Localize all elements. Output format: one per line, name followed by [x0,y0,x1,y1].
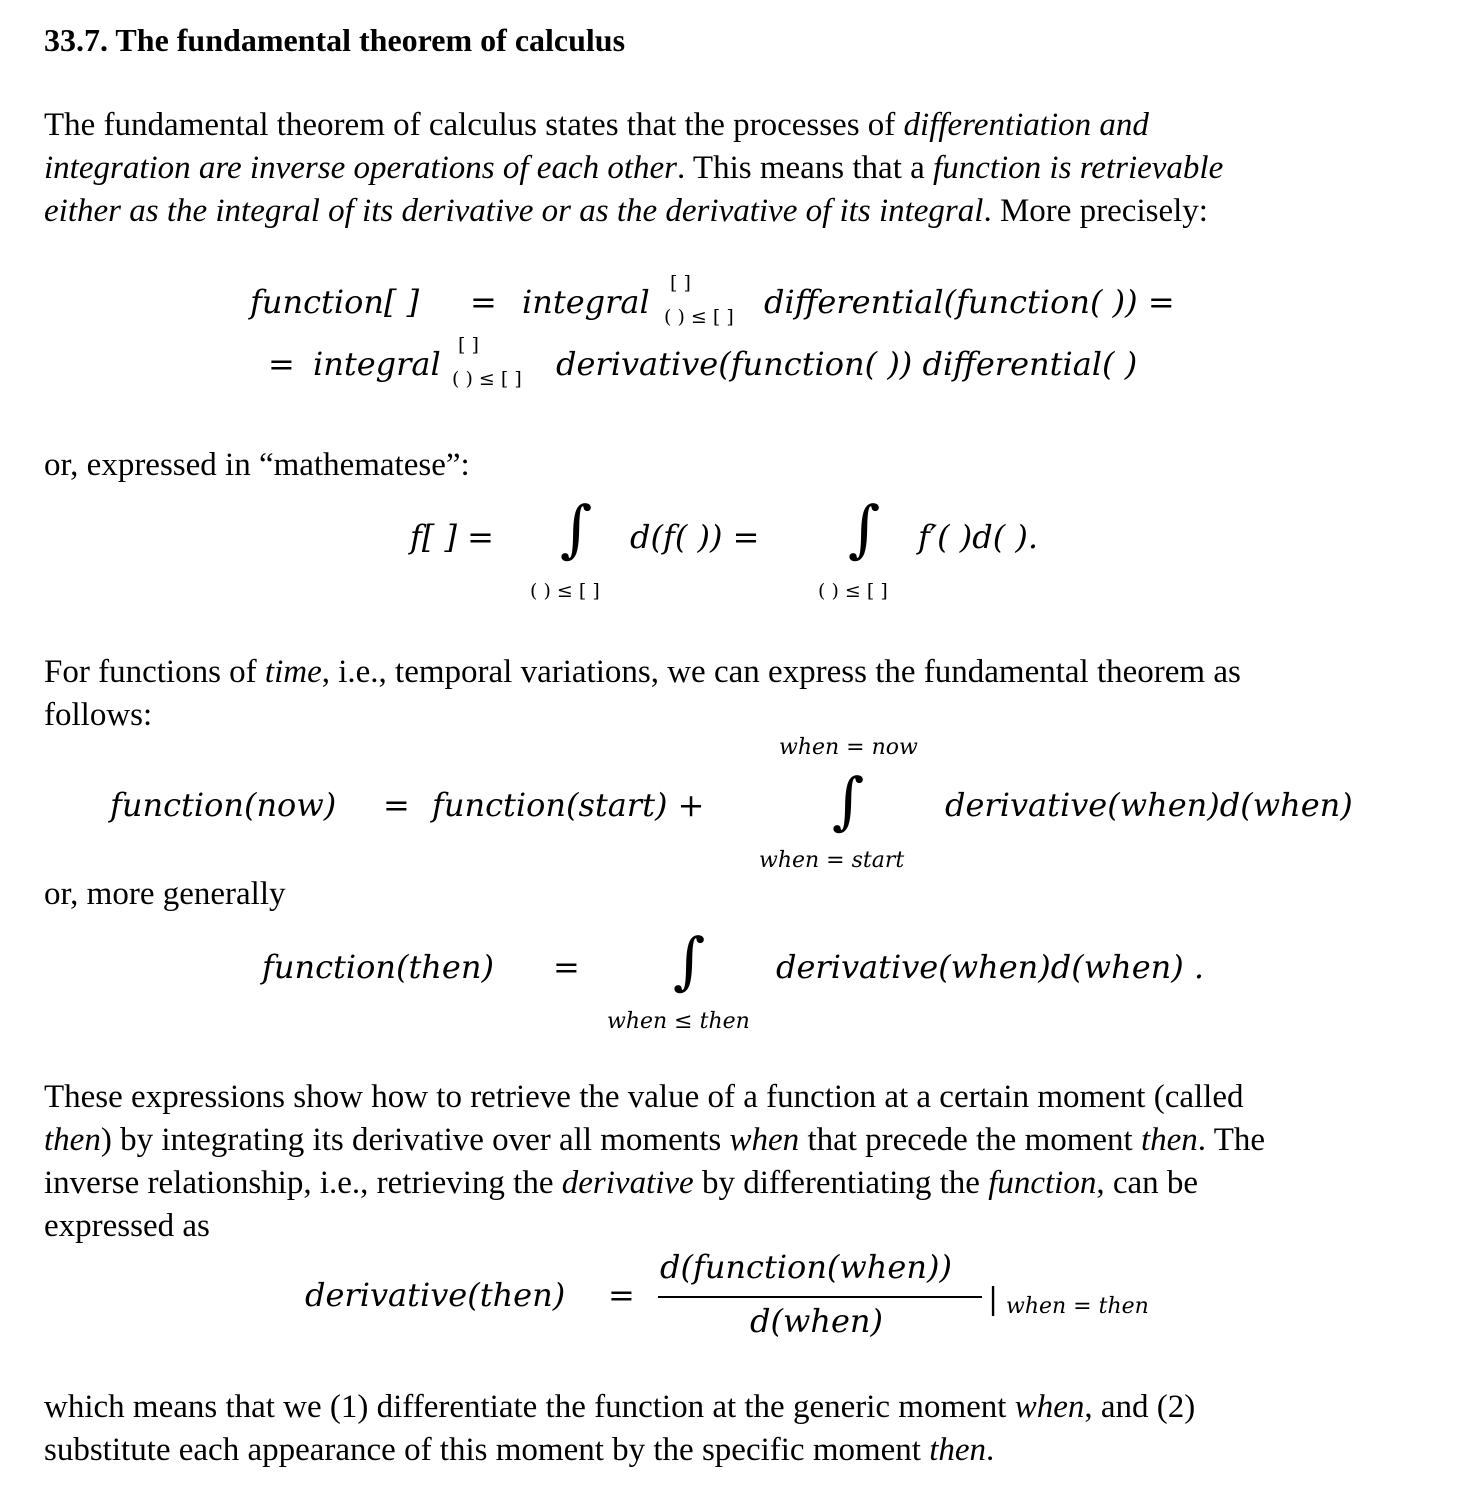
eq1-integral-word: integral [522,283,650,321]
integral-sign-icon: ∫ [848,492,881,565]
eq2-integrand-2: f′( )d( ). [918,518,1039,556]
eq1-rhs-line2: derivative(function( )) differential( ) [556,345,1138,383]
general-label: or, more generally [44,876,286,912]
eq1-line2-equals: = [268,345,295,383]
time-line-1: For functions of time, i.e., temporal variations, we can express the fundamental theorem as [44,654,1241,690]
eq4-lower-bound: when ≤ then [607,1009,750,1034]
integral-sign-icon: ∫ [832,764,865,837]
eq3-mid: function(start) + [432,786,705,824]
section-number: 33.7. [44,22,108,58]
integral-sign-icon: ∫ [560,492,593,565]
eq3-upper-bound: when = now [779,735,918,760]
eq1-upper-bound: [ ] [670,272,691,294]
eq2-lhs: f[ ] = [410,518,494,556]
eq5-lhs: derivative(then) [305,1276,566,1314]
section-heading [44,22,625,59]
intro-line-2: integration are inverse operations of each other. This means that a function is retrievable [44,150,1224,186]
eq3-integrand: derivative(when)d(when) [945,786,1353,824]
retrieve-line-3: inverse relationship, i.e., retrieving the derivative by differentiating the function, can be [44,1165,1199,1201]
eq4-equals: = [553,948,580,986]
retrieve-line-4: expressed as [44,1208,210,1244]
intro-line-3: either as the integral of its derivative or as the derivative of its integral. More precisely: [44,193,1208,229]
retrieve-line-1: These expressions show how to retrieve the value of a function at a certain moment (called [44,1079,1244,1115]
eq5-numerator: d(function(when)) [660,1248,952,1286]
eq2-lower-bound-1: ( ) ≤ [ ] [530,580,600,602]
eq1-rhs-line1: differential(function( )) = [764,283,1175,321]
integral-sign-icon: ∫ [673,924,706,997]
eq1-upper-bound-2: [ ] [458,334,479,356]
intro-line-1: The fundamental theorem of calculus states that the processes of differentiation and [44,107,1149,143]
retrieve-line-2: then) by integrating its derivative over all moments when that precede the moment then. The [44,1122,1266,1158]
intro-paragraph [44,104,1223,233]
eq5-eval-condition: when = then [1006,1294,1149,1319]
retrieve-paragraph [44,1076,1265,1248]
fraction-bar [658,1296,982,1298]
eq3-equals: = [383,786,410,824]
eq5-eval-bar: | [988,1282,999,1317]
mathematese-label: or, expressed in “mathematese”: [44,447,470,483]
eq1-equals: = [470,283,497,321]
eq2-lower-bound-2: ( ) ≤ [ ] [818,580,888,602]
eq5-denominator: d(when) [750,1302,883,1340]
time-paragraph [44,651,1241,737]
eq5-equals: = [608,1276,635,1314]
eq3-lower-bound: when = start [759,848,905,873]
eq1-lower-bound: ( ) ≤ [ ] [664,306,734,328]
section-title: The fundamental theorem of calculus [115,22,626,58]
final-paragraph [44,1386,1195,1472]
eq1-lower-bound-2: ( ) ≤ [ ] [452,368,522,390]
eq1-lhs: function[ ] [250,283,420,321]
eq4-integrand: derivative(when)d(when) . [776,948,1205,986]
final-line-2: substitute each appearance of this moment by the specific moment then. [44,1432,995,1468]
eq3-lhs: function(now) [110,786,337,824]
eq1-integral-word-2: integral [313,345,441,383]
eq4-lhs: function(then) [262,948,494,986]
time-line-2: follows: [44,697,153,733]
final-line-1: which means that we (1) differentiate the function at the generic moment when, and (2) [44,1389,1196,1425]
eq2-integrand-1: d(f( )) = [630,518,760,556]
